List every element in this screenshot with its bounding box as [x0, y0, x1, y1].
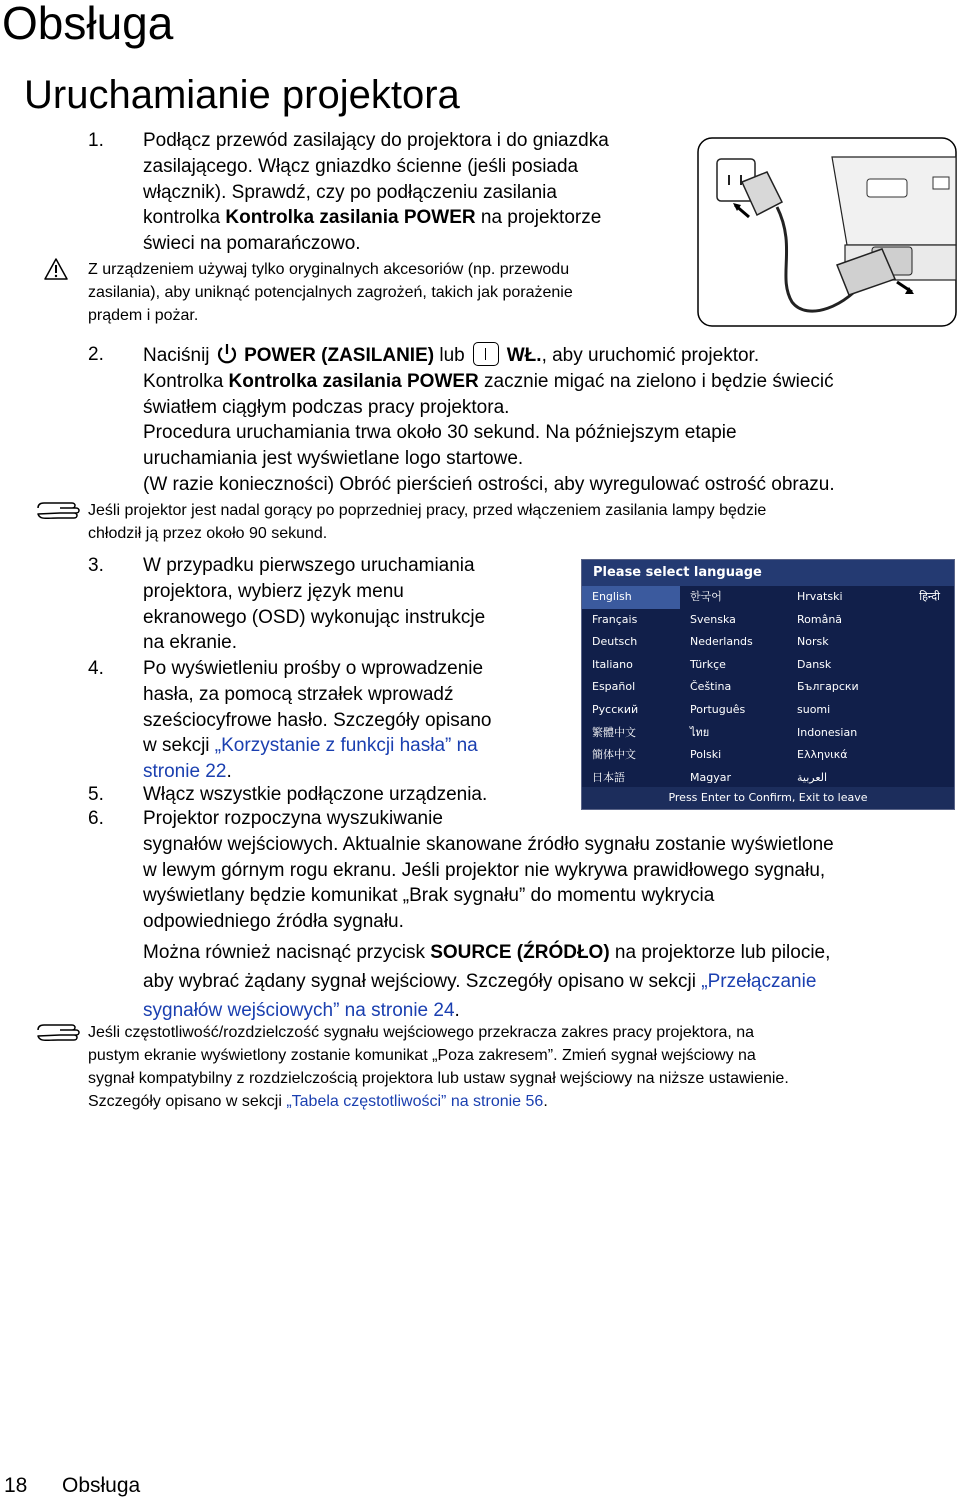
- osd-language-option[interactable]: Deutsch: [592, 635, 638, 649]
- power-icon: [215, 342, 239, 366]
- osd-language-option[interactable]: Indonesian: [797, 725, 858, 739]
- link-password[interactable]: „Korzystanie z funkcji hasła” na: [214, 735, 478, 757]
- osd-language-option[interactable]: Türkçe: [690, 657, 726, 671]
- osd-language-option[interactable]: Norsk: [797, 635, 829, 649]
- osd-language-grid: [582, 586, 954, 789]
- step-5-text: Włącz wszystkie podłączone urządzenia.: [143, 784, 488, 805]
- osd-language-option[interactable]: Hrvatski: [797, 590, 843, 603]
- osd-language-option[interactable]: Magyar: [690, 770, 731, 784]
- warning-icon: [44, 258, 68, 280]
- step-2-number: 2.: [88, 344, 104, 365]
- osd-language-option[interactable]: Français: [592, 612, 638, 626]
- step-6-text: Projektor rozpoczyna wyszukiwanie sygnałów wejściowych. Aktualnie skanowane źródło sygnału zostanie wyświetlone w lewym górnym rogu ekranu. Jeśli projektor nie wykrywa prawidłowego sygnału, wyświetlany będzie komunikat „Brak sygnału” do momentu wykrycia odpowiedniego źródła sygnału. Można również nacisnąć przycisk SOURCE (ŹRÓDŁO) na projektorze lub pilocie, aby wybrać żądany sygnał wejściowy. Szczegóły opisano w sekcji „Przełączanie sygnałów wejściowych” na stronie 24.: [143, 808, 834, 1021]
- link-input-switching[interactable]: „Przełączanie: [701, 970, 817, 992]
- osd-language-row: [582, 631, 954, 654]
- osd-language-option[interactable]: 日本語: [592, 770, 625, 784]
- step-3-number: 3.: [88, 555, 104, 576]
- page-number: 18: [4, 1474, 28, 1497]
- osd-language-option[interactable]: العربية: [797, 770, 828, 784]
- osd-language-row: [582, 654, 954, 677]
- footer-section: Obsługa: [62, 1474, 141, 1497]
- osd-language-option[interactable]: Nederlands: [690, 635, 753, 649]
- warning-text: Z urządzeniem używaj tylko oryginalnych akcesoriów (np. przewodu zasilania), aby uniknąć potencjalnych zagrożeń, takich jak porażenie prądem i pożar.: [88, 261, 573, 324]
- link-frequency-table[interactable]: „Tabela częstotliwości” na stronie 56: [286, 1093, 544, 1110]
- osd-language-row: [582, 744, 954, 767]
- osd-language-row: [582, 676, 954, 699]
- osd-language-option[interactable]: Română: [797, 612, 843, 626]
- osd-language-option[interactable]: 簡体中文: [592, 748, 636, 762]
- osd-language-option[interactable]: Ελληνικά: [797, 748, 848, 762]
- osd-language-row: [582, 722, 954, 745]
- osd-language-option[interactable]: English: [582, 586, 680, 609]
- link-page-24[interactable]: sygnałów wejściowych” na stronie 24: [143, 999, 455, 1021]
- note-hand-icon: [36, 500, 82, 524]
- osd-language-row: [582, 609, 954, 632]
- osd-language-option[interactable]: ไทย: [690, 725, 710, 739]
- step-4-number: 4.: [88, 658, 104, 679]
- osd-title: Please select language: [582, 560, 954, 586]
- note-1-text: Jeśli projektor jest nadal gorący po poprzedniej pracy, przed włączeniem zasilania lampy będzie chłodził ją przez około 90 sekund.: [88, 502, 767, 542]
- osd-language-row: [582, 586, 954, 609]
- section-heading: Obsługa: [2, 0, 174, 49]
- osd-language-option[interactable]: Русский: [592, 702, 639, 716]
- step-4-text: Po wyświetleniu prośby o wprowadzenie hasła, za pomocą strzałek wprowadź sześciocyfrowe hasło. Szczegóły opisano w sekcji „Korzystanie z funkcji hasła” na stronie 22.: [143, 658, 492, 783]
- osd-language-row: [582, 699, 954, 722]
- osd-language-option[interactable]: Svenska: [690, 612, 736, 626]
- osd-footer: Press Enter to Confirm, Exit to leave: [582, 787, 954, 809]
- osd-language-option[interactable]: Čeština: [690, 680, 732, 694]
- note-hand-icon: [36, 1022, 82, 1046]
- step-2-text: Naciśnij POWER (ZASILANIE) lub WŁ., aby uruchomić projektor. Kontrolka Kontrolka zasilania POWER zacznie migać na zielono i będzie świecić światłem ciągłym podczas pracy projektora. Procedura uruchamiania trwa około 30 sekund. Na późniejszym etapie uruchamiania jest wyświetlane logo startowe. (W razie konieczności) Obróć pierścień ostrości, aby wyregulować ostrość obrazu.: [143, 342, 958, 498]
- osd-language-option[interactable]: suomi: [797, 702, 831, 716]
- osd-language-option[interactable]: Italiano: [592, 657, 633, 671]
- step-3-text: W przypadku pierwszego uruchamiania projektora, wybierz język menu ekranowego (OSD) wykonując instrukcje na ekranie.: [143, 555, 486, 654]
- osd-language-option[interactable]: Dansk: [797, 657, 832, 671]
- osd-language-menu: [581, 559, 955, 810]
- power-plug-illustration: [697, 137, 957, 327]
- step-5-number: 5.: [88, 784, 104, 805]
- osd-language-option[interactable]: Português: [690, 702, 746, 716]
- osd-language-option[interactable]: Polski: [690, 748, 722, 762]
- osd-language-option[interactable]: Български: [797, 680, 859, 694]
- osd-language-row: [582, 767, 954, 790]
- link-page-22[interactable]: stronie 22: [143, 761, 227, 783]
- osd-language-option[interactable]: 한국어: [690, 590, 722, 603]
- step-6-number: 6.: [88, 808, 104, 829]
- osd-language-option[interactable]: हिन्दी: [919, 590, 940, 603]
- on-key-icon: [473, 342, 499, 366]
- osd-language-option[interactable]: Español: [592, 680, 636, 694]
- page-title: Uruchamianie projektora: [24, 73, 460, 117]
- step-1-text: Podłącz przewód zasilający do projektora i do gniazdka zasilającego. Włącz gniazdko ścienne (jeśli posiada włącznik). Sprawdź, czy po podłączeniu zasilania kontrolka Kontrolka zasilania POWER na projektorze świeci na pomarańczowo.: [143, 130, 609, 255]
- note-2-text: Jeśli częstotliwość/rozdzielczość sygnału wejściowego przekracza zakres pracy projektora, na pustym ekranie wyświetlony zostanie komunikat „Poza zakresem”. Zmień sygnał wejściowy na sygnał kompatybilny z rozdzielczością projektora lub ustaw sygnał wejściowy na niższe ustawienie. Szczegóły opisano w sekcji „Tabela częstotliwości” na stronie 56.: [88, 1024, 789, 1110]
- step-1-number: 1.: [88, 130, 104, 151]
- osd-language-option[interactable]: 繁體中文: [592, 725, 636, 739]
